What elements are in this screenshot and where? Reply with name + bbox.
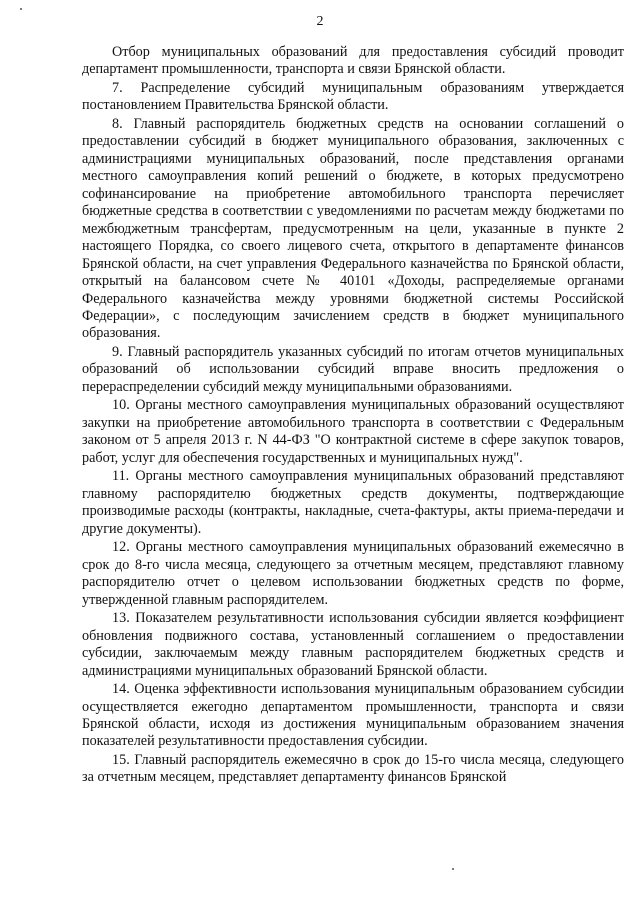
scan-speck: [20, 8, 22, 10]
paragraph-15: 15. Главный распорядитель ежемесячно в срок до 15-го числа месяца, следующего за отчетным месяцем, представляет департаменту финансов Брянской: [82, 751, 624, 786]
page-number: 2: [316, 14, 324, 29]
paragraph-11: 11. Органы местного самоуправления муниципальных образований представляют главному распорядителю бюджетных средств документы, подтверждающие производимые расходы (контракты, накладные, счета-фактуры, акты приема-передачи и другие документы).: [82, 468, 624, 537]
paragraph-intro: Отбор муниципальных образований для предоставления субсидий проводит департамент промышленности, транспорта и связи Брянской области.: [82, 44, 624, 78]
paragraph-12: 12. Органы местного самоуправления муниципальных образований ежемесячно в срок до 8-го числа месяца, следующего за отчетным месяцем, представляют главному распорядителю отчет о целевом использовании бюджетных средств по форме, утвержденной главным распорядителем.: [82, 539, 624, 608]
paragraph-9: 9. Главный распорядитель указанных субсидий по итогам отчетов муниципальных образований об использовании субсидий вправе вносить предложения о перераспределении субсидий между муниципальными образованиями.: [82, 343, 624, 395]
paragraph-7: 7. Распределение субсидий муниципальным образованиям утверждается постановлением Правительства Брянской области.: [82, 80, 624, 114]
document-body: [82, 44, 624, 788]
scan-speck: [452, 868, 454, 870]
paragraph-8: 8. Главный распорядитель бюджетных средств на основании соглашений о предоставлении субсидий в бюджет муниципального образования, заключенных с администрациями муниципальных образований, после представления органами местного самоуправления копий решений о бюджете, в которых предусмотрено софинансирование на приобретение автомобильного транспорта перечисляет бюджетные средства в соответствии с уведомлениями по расчетам между бюджетами по межбюджетным трансфертам, предусмотренным на цели, указанные в пункте 2 настоящего Порядка, со своего лицевого счета, открытого в департаменте финансов Брянской области, на счет управления Федерального казначейства по Брянской области, открытый на балансовом счете № 40101 «Доходы, распределяемые органами Федерального казначейства между уровнями бюджетной системы Российской Федерации», с последующим зачислением средств в бюджет муниципального образования.: [82, 116, 624, 342]
paragraph-10: 10. Органы местного самоуправления муниципальных образований осуществляют закупки на приобретение автомобильного транспорта в соответствии с Федеральным законом от 5 апреля 2013 г. N 44-ФЗ "О контрактной системе в сфере закупок товаров, работ, услуг для обеспечения государственных и муниципальных нужд".: [82, 397, 624, 466]
paragraph-13: 13. Показателем результативности использования субсидии является коэффициент обновления подвижного состава, установленный соглашением о предоставлении субсидии, заключаемым между главным распорядителем бюджетных средств и администрациями муниципальных образований Брянской области.: [82, 610, 624, 679]
paragraph-14: 14. Оценка эффективности использования муниципальным образованием субсидии осуществляется ежегодно департаментом промышленности, транспорта и связи Брянской области, исходя из достижения муниципальным образованием значения показателей результативности предоставления субсидии.: [82, 681, 624, 750]
